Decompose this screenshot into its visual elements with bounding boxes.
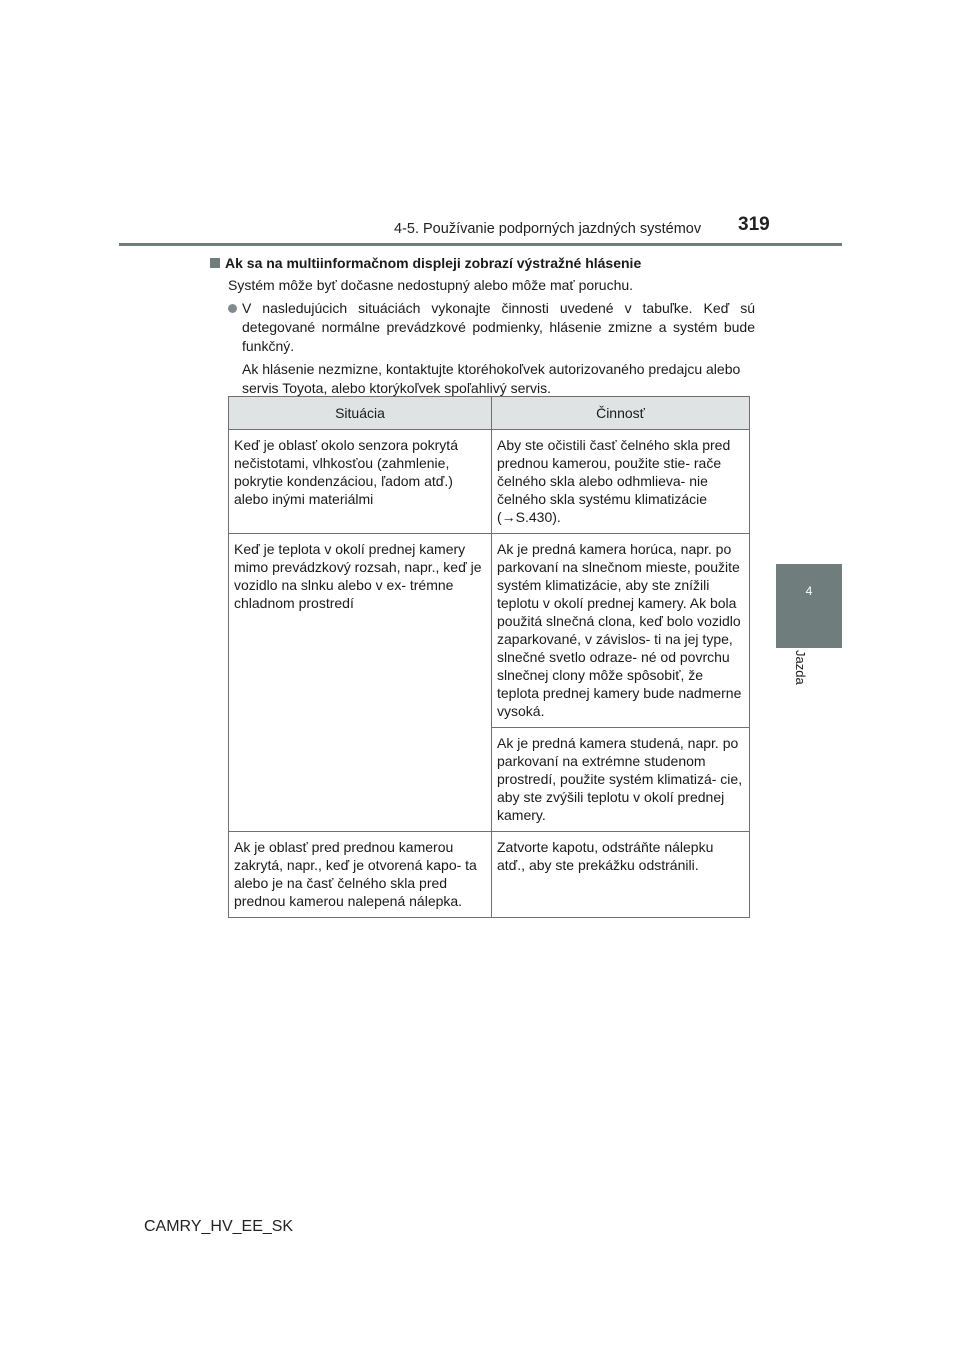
chapter-label: Jazda [793,650,808,685]
section-heading [210,255,755,271]
document-code: CAMRY_HV_EE_SK [144,1218,294,1235]
situation-cell: Keď je oblasť okolo senzora pokrytá nečistotami, vlhkosťou (zahmlenie, pokrytie kondenzáciou, ľadom atď.) alebo inými materiálmi [229,430,492,534]
column-header-action: Činnosť [492,397,750,430]
circle-bullet-icon [228,304,237,313]
action-cell: Ak je predná kamera studená, napr. po parkovaní na extrémne studenom prostredí, použite systém klimatizá- cie, aby ste zvýšili teplotu v okolí prednej kamery. [492,728,750,832]
table-row [229,534,750,728]
column-header-situation: Situácia [229,397,492,430]
note-text: Ak hlásenie nezmizne, kontaktujte ktoréhokoľvek autorizovaného predajcu alebo servis Toyota, alebo ktorýkoľvek spoľahlivý servis. [242,361,741,396]
table-row [229,430,750,534]
bullet-text: V nasledujúcich situáciách vykonajte činnosti uvedené v tabuľke. Keď sú detegované normálne prevádzkové podmienky, hlásenie zmizne a systém bude funkčný. [242,300,755,354]
table-row [229,832,750,918]
situation-cell: Ak je oblasť pred prednou kamerou zakrytá, napr., keď je otvorená kapo- ta alebo je na časť čelného skla pred prednou kamerou nalepená nálepka. [229,832,492,918]
bullet-item [228,299,755,356]
intro-text: Systém môže byť dočasne nedostupný alebo môže mať poruchu. [228,277,634,293]
square-bullet-icon [210,258,220,268]
section-content [210,255,755,398]
action-cell: Aby ste očistili časť čelného skla pred prednou kamerou, použite stie- rače čelného skla alebo odhmlieva- nie čelného skla systému klimatizácie (→S.430). [492,430,750,534]
chapter-number: 4 [805,584,813,598]
situation-action-table [228,396,750,918]
action-cell: Zatvorte kapotu, odstráňte nálepku atď., aby ste prekážku odstránili. [492,832,750,918]
page-number: 319 [738,214,770,235]
header-divider [119,243,842,246]
table-header-row [229,397,750,430]
situation-cell: Keď je teplota v okolí prednej kamery mimo prevádzkový rozsah, napr., keď je vozidlo na slnku alebo v ex- trémne chladnom prostredí [229,534,492,832]
action-cell: Ak je predná kamera horúca, napr. po parkovaní na slnečnom mieste, použite systém klimatizácie, aby ste znížili teplotu v okolí prednej kamery. Ak bola použitá slnečná clona, keď bolo vozidlo zaparkované, v závislos- ti na jej type, slnečné svetlo odraze- né od povrchu slnečnej clony môže spôsobiť, že teplota prednej kamery bude nadmerne vysoká. [492,534,750,728]
section-title: 4-5. Používanie podporných jazdných systémov [394,221,702,237]
chapter-tab [776,564,842,648]
section-heading-text: Ak sa na multiinformačnom displeji zobrazí výstražné hlásenie [225,255,642,271]
